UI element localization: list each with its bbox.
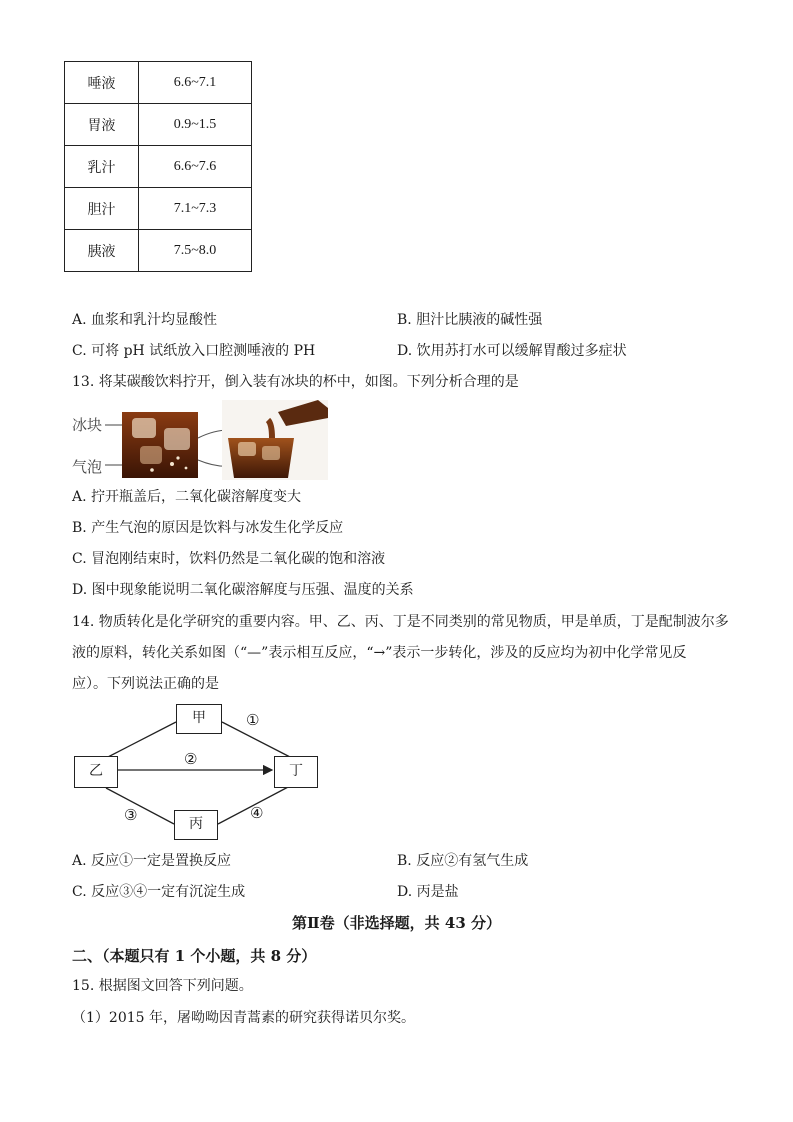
q13-option-b: B. 产生气泡的原因是饮料与冰发生化学反应 <box>72 520 344 536</box>
node-jia: 甲 <box>176 704 222 734</box>
table-row <box>65 230 252 272</box>
photo-label-bubble: 气泡 <box>72 458 103 476</box>
part2-title: 第Ⅱ卷（非选择题，共 43 分） <box>292 914 501 932</box>
q13-option-a: A. 拧开瓶盖后，二氧化碳溶解度变大 <box>72 489 302 505</box>
q15-subquestion-1: （1）2015 年，屠呦呦因青蒿素的研究获得诺贝尔奖。 <box>72 1010 415 1026</box>
table-row <box>65 104 252 146</box>
table-cell-name: 胃液 <box>65 104 139 146</box>
q14-option-d: D. 丙是盐 <box>397 884 459 900</box>
q15-stem: 15. 根据图文回答下列问题。 <box>72 978 253 994</box>
q13-option-d: D. 图中现象能说明二氧化碳溶解度与压强、温度的关系 <box>72 582 414 598</box>
q14-stem-line1: 14. 物质转化是化学研究的重要内容。甲、乙、丙、丁是不同类别的常见物质，甲是单质，丁是配制波尔多 <box>72 614 729 630</box>
section-heading: 二、（本题只有 1 个小题，共 8 分） <box>72 947 317 965</box>
table-row <box>65 188 252 230</box>
label-reaction-2: ② <box>184 750 198 768</box>
label-reaction-4: ④ <box>250 804 264 822</box>
q14-option-b: B. 反应②有氢气生成 <box>397 853 529 869</box>
label-reaction-3: ③ <box>124 806 138 824</box>
q13-photo <box>72 398 328 480</box>
edge-yi-jia <box>106 722 176 758</box>
photo-label-ice: 冰块 <box>72 416 103 434</box>
q12-option-d: D. 饮用苏打水可以缓解胃酸过多症状 <box>397 343 627 359</box>
table-cell-name: 胰液 <box>65 230 139 272</box>
q14-stem-line2: 液的原料，转化关系如图（“—”表示相互反应，“→”表示一步转化，涉及的反应均为初中化学常见反 <box>72 645 687 661</box>
q12-option-c: C. 可将 pH 试纸放入口腔测唾液的 PH <box>72 343 316 359</box>
node-yi: 乙 <box>74 756 118 788</box>
conversion-diagram <box>70 700 330 842</box>
node-ding: 丁 <box>274 756 318 788</box>
table-cell-range: 6.6~7.1 <box>139 62 252 104</box>
soda-photo-illustration <box>72 398 328 480</box>
table-cell-range: 7.1~7.3 <box>139 188 252 230</box>
q14-option-c: C. 反应③④一定有沉淀生成 <box>72 884 246 900</box>
q14-stem-line3: 应）。下列说法正确的是 <box>72 676 219 692</box>
table-cell-range: 0.9~1.5 <box>139 104 252 146</box>
q12-option-a: A. 血浆和乳汁均显酸性 <box>72 312 218 328</box>
table-row <box>65 146 252 188</box>
q12-option-b: B. 胆汁比胰液的碱性强 <box>397 312 543 328</box>
table-cell-name: 乳汁 <box>65 146 139 188</box>
table-row <box>65 62 252 104</box>
table-cell-range: 6.6~7.6 <box>139 146 252 188</box>
ph-table <box>64 61 252 272</box>
label-reaction-1: ① <box>246 711 260 729</box>
table-cell-name: 胆汁 <box>65 188 139 230</box>
node-bing: 丙 <box>174 810 218 840</box>
q13-stem: 13. 将某碳酸饮料拧开，倒入装有冰块的杯中，如图。下列分析合理的是 <box>72 374 519 390</box>
edge-yi-bing <box>106 788 174 824</box>
table-cell-range: 7.5~8.0 <box>139 230 252 272</box>
q14-option-a: A. 反应①一定是置换反应 <box>72 853 232 869</box>
table-cell-name: 唾液 <box>65 62 139 104</box>
q13-option-c: C. 冒泡刚结束时，饮料仍然是二氧化碳的饱和溶液 <box>72 551 386 567</box>
